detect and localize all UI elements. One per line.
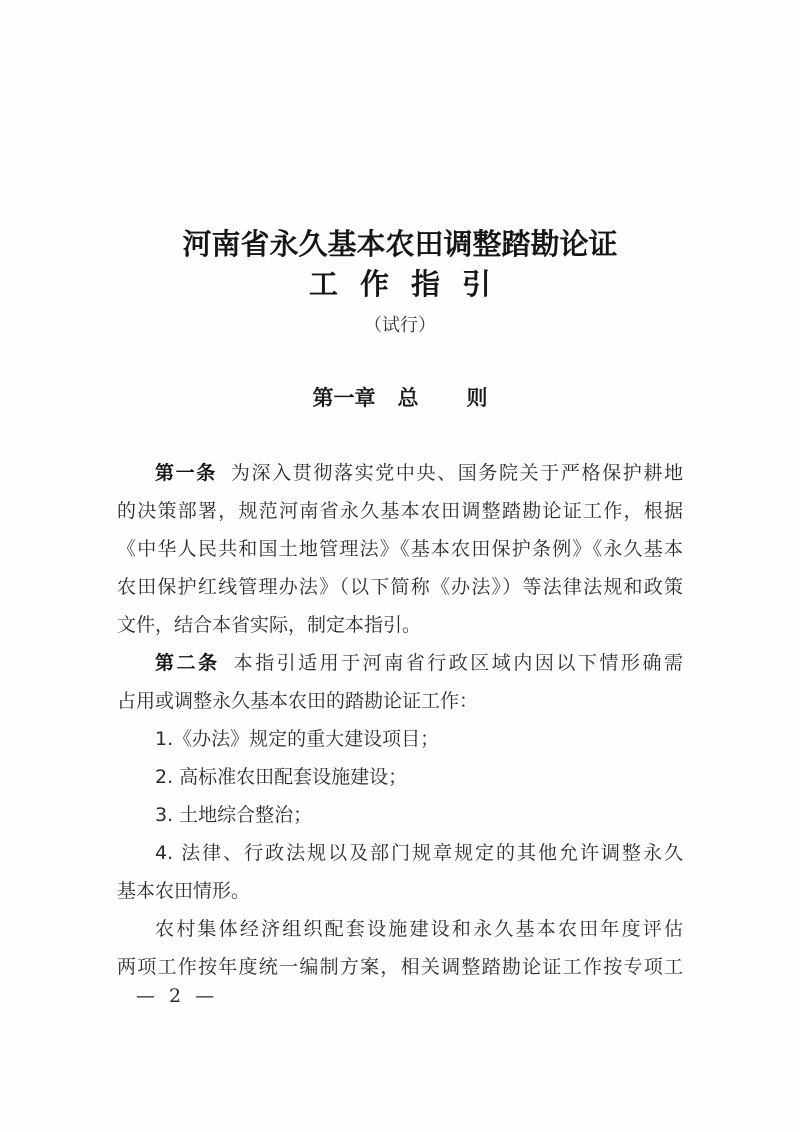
- article-2-item-1: 1.《办法》规定的重大建设项目；: [155, 728, 440, 750]
- chapter-heading: [0, 382, 800, 412]
- chapter-number: 第一章: [312, 385, 376, 410]
- article-1-line-3: 《中华人民共和国土地管理法》《基本农田保护条例》《永久基本: [117, 538, 683, 560]
- article-2-item-2: 2. 高标准农田配套设施建设；: [155, 766, 408, 788]
- chapter-name-part1: 总: [397, 385, 419, 410]
- paragraph-3-line-1: 农村集体经济组织配套设施建设和永久基本农田年度评估: [155, 918, 683, 940]
- article-1-line-1: 第一条 为深入贯彻落实党中央、国务院关于严格保护耕地: [155, 462, 683, 484]
- article-2-item-4-continuation: 基本农田情形。: [117, 880, 251, 902]
- document-title: 河南省永久基本农田调整踏勘论证: [182, 227, 618, 261]
- article-1-line-2: 的决策部署，规范河南省永久基本农田调整踏勘论证工作，根据: [117, 500, 683, 522]
- article-1-line-5: 文件，结合本省实际，制定本指引。: [117, 614, 422, 636]
- article-1-line-4: 农田保护红线管理办法》（以下简称《办法》）等法律法规和政策: [117, 576, 683, 598]
- paragraph-3-line-2: 两项工作按年度统一编制方案，相关调整踏勘论证工作按专项工: [117, 956, 683, 978]
- chapter-name-part2: 则: [466, 385, 488, 410]
- article-2-item-4: 4. 法律、行政法规以及部门规章规定的其他允许调整永久: [155, 842, 683, 864]
- article-1-label: 第一条: [155, 462, 217, 484]
- article-2-line-2: 占用或调整永久基本农田的踏勘论证工作：: [117, 690, 479, 712]
- document-subtitle: 工作指引: [308, 267, 513, 301]
- page-number: — 2 —: [136, 985, 219, 1007]
- article-2-label: 第二条: [155, 652, 220, 674]
- article-2-item-3: 3. 土地综合整治；: [155, 804, 313, 826]
- document-trial-note: （试行）: [364, 315, 436, 336]
- article-2-line-1: 第二条 本指引适用于河南省行政区域内因以下情形确需: [155, 652, 683, 674]
